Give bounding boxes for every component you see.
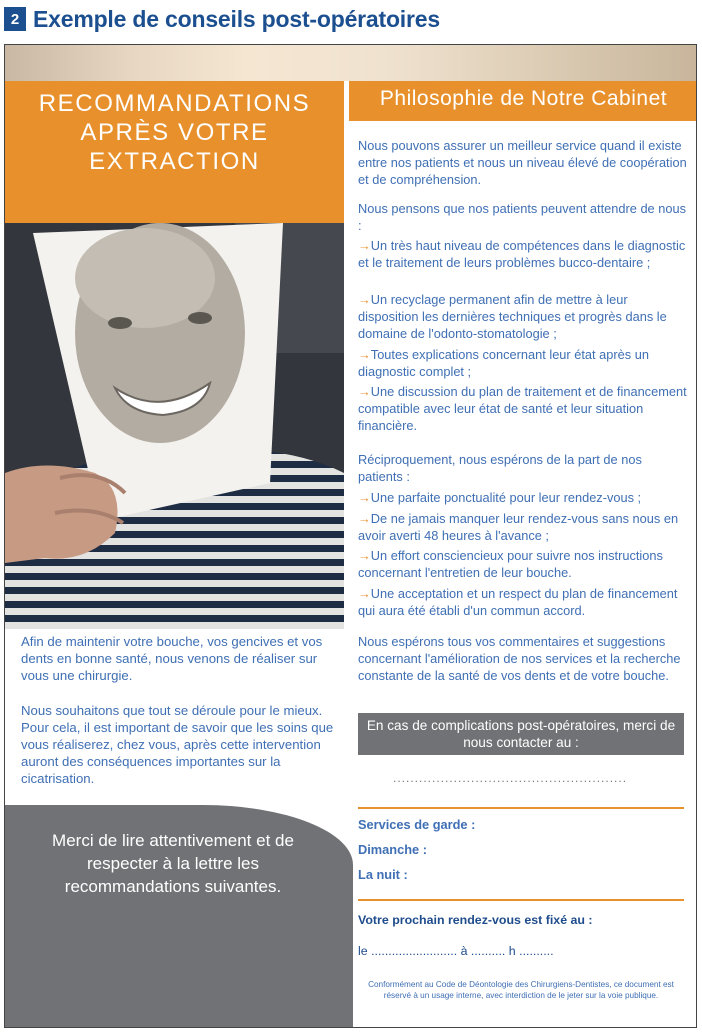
section2-heading: Réciproquement, nous espérons de la part de nos patients :	[358, 452, 642, 484]
divider	[358, 899, 684, 901]
left-title-line-3: EXTRACTION	[89, 148, 260, 175]
arrow-icon: →	[358, 511, 371, 526]
list-item: →Toutes explications concernant leur état après un diagnostic complet ;	[358, 347, 649, 379]
arrow-icon: →	[358, 292, 371, 307]
section1-heading: Nous pensons que nos patients peuvent attendre de nous :	[358, 201, 686, 233]
leaflet	[4, 44, 697, 1028]
list-item: →Un effort consciencieux pour suivre nos instructions concernant l'entretien de leur bouche.	[358, 548, 663, 580]
left-title-line-1: RECOMMANDATIONS	[38, 90, 311, 117]
arrow-icon: →	[358, 586, 371, 601]
appointment-fill-line[interactable]: le ......................... à .......... h ..........	[358, 944, 554, 958]
list-item: →Un très haut niveau de compétences dans le diagnostic et le traitement de leurs problèmes bucco-dentaire ;	[358, 238, 686, 270]
right-title-banner	[349, 81, 697, 121]
photo-illustration	[5, 223, 344, 629]
patient-photo	[5, 223, 344, 629]
arrow-icon: →	[358, 238, 371, 253]
list-item: →Une discussion du plan de traitement et de financement compatible avec leur état de santé et leur situation financière.	[358, 384, 687, 433]
contact-phone-field[interactable]: ......................................................	[393, 771, 628, 785]
callout-text: Merci de lire attentivement et de respecter à la lettre les recommandations suivantes.	[52, 831, 294, 896]
list-item: →De ne jamais manquer leur rendez-vous sans nous en avoir averti 48 heures à l'avance ;	[358, 511, 679, 543]
right-title: Philosophie de Notre Cabinet	[379, 87, 668, 110]
left-title	[5, 89, 344, 176]
list-item: →Une parfaite ponctualité pour leur rendez-vous ;	[358, 490, 642, 505]
list-item: →Une acceptation et un respect du plan de financement qui aura été établi d'un commun accord.	[358, 586, 678, 618]
left-title-banner	[5, 81, 344, 223]
arrow-icon: →	[358, 384, 371, 399]
next-appointment-label: Votre prochain rendez-vous est fixé au :	[358, 913, 593, 927]
section-number-badge: 2	[4, 7, 26, 31]
care-paragraph: Nous souhaitons que tout se déroule pour le mieux. Pour cela, il est important de savoir que les soins que vous réaliserez, chez vous, après cette intervention auront des conséquences importantes sur la cicatrisation.	[21, 703, 334, 786]
top-photo-band	[5, 45, 696, 81]
philosophy-intro: Nous pouvons assurer un meilleur service quand il existe entre nos patients et nous un niveau élevé de coopération et de compréhension.	[358, 138, 687, 187]
page-title: Exemple de conseils post-opératoires	[33, 5, 440, 32]
sunday-label: Dimanche :	[358, 842, 427, 857]
intro-paragraph: Afin de maintenir votre bouche, vos gencives et vos dents en bonne santé, nous venons de réaliser sur vous une chirurgie.	[21, 634, 323, 683]
footnote: Conformément au Code de Déontologie des Chirurgiens-Dentistes, ce document est réservé à un usage interne, avec interdiction de le jeter sur la voie publique.	[368, 980, 674, 1000]
arrow-icon: →	[358, 490, 371, 505]
callout-box	[4, 805, 353, 1028]
divider	[358, 807, 684, 809]
arrow-icon: →	[358, 347, 371, 362]
list-item: →Un recyclage permanent afin de mettre à leur disposition les dernières techniques et progrès dans le domaine de l'odonto-stomatologie ;	[358, 292, 667, 341]
arrow-icon: →	[358, 548, 371, 563]
left-title-line-2: APRÈS VOTRE	[80, 119, 269, 146]
closing-paragraph: Nous espérons tous vos commentaires et suggestions concernant l'amélioration de nos services et la recherche constante de la santé de vos dents et de votre bouche.	[358, 634, 681, 683]
contact-box: En cas de complications post-opératoires, merci de nous contacter au :	[358, 713, 684, 755]
services-label: Services de garde :	[358, 817, 476, 832]
page-header	[4, 4, 440, 34]
night-label: La nuit :	[358, 867, 408, 882]
